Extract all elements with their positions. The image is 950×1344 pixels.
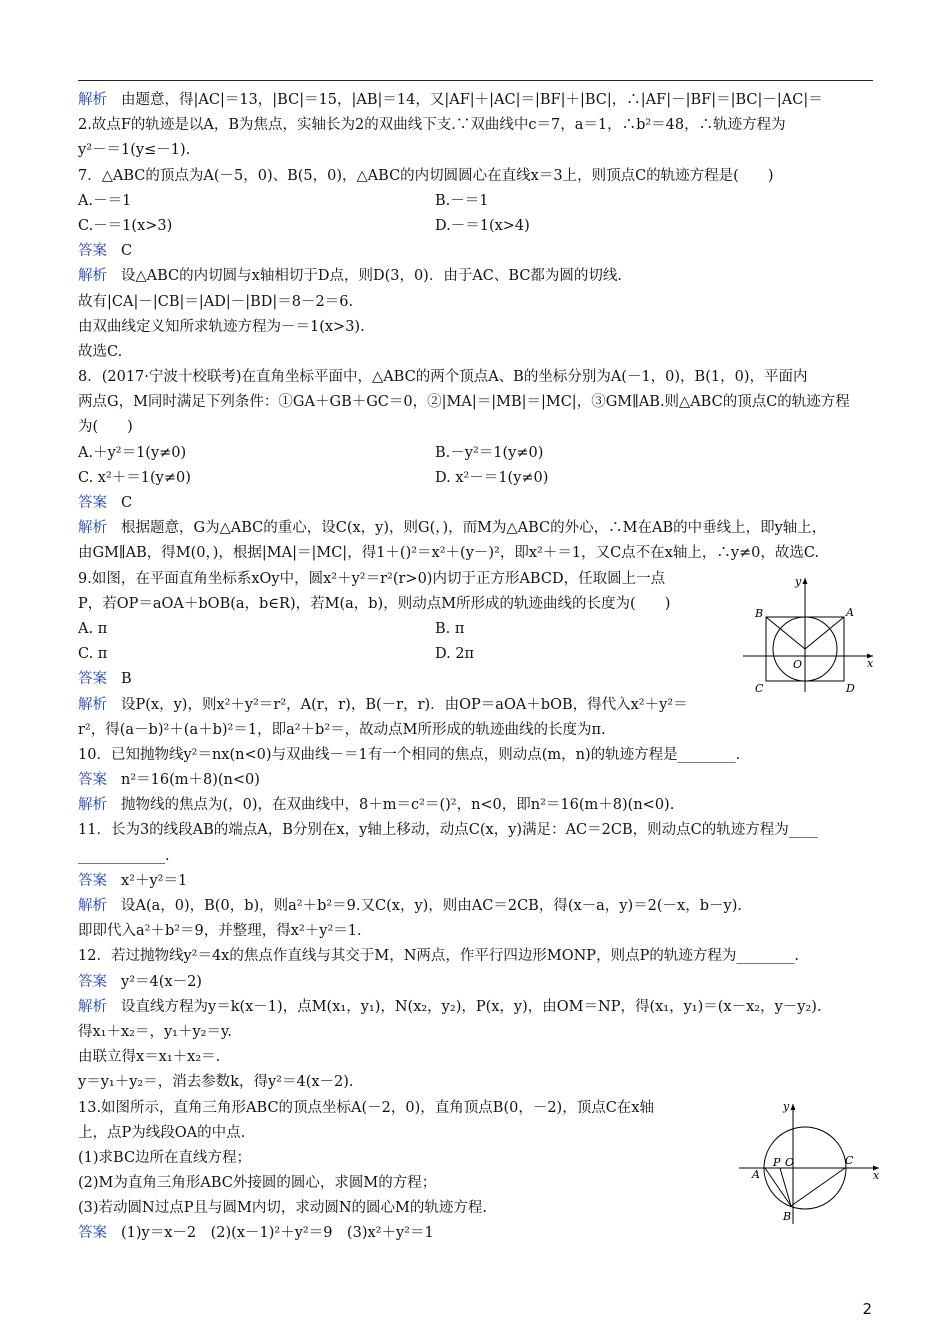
fig13-label-O: O — [785, 1156, 795, 1169]
line-text: (1)求BC边所在直线方程； — [78, 1149, 252, 1166]
line-text: C. x²＋＝1(y≠0) — [78, 469, 191, 486]
line-text: C — [121, 243, 133, 260]
answer-label: 答案 — [78, 872, 107, 889]
text-line — [78, 113, 874, 138]
text-line — [78, 1096, 728, 1121]
text-line — [78, 441, 874, 466]
line-text: y＝y₁＋y₂＝，消去参数k，得y²＝4(x－2). — [78, 1074, 354, 1091]
fig13-label-y: y — [783, 1100, 790, 1113]
line-text: 13.如图所示，直角三角形ABC的顶点坐标A(－2，0)，直角顶点B(0，－2)，顶点C在x轴 — [78, 1099, 654, 1116]
line-text: 上，点P为线段OA的中点. — [78, 1124, 246, 1141]
line-text: 故有|CA|－|CB|＝|AD|－|BD|＝8－2＝6. — [78, 293, 354, 310]
line-text: 两点G，M同时满足下列条件：①GA＋GB＋GC＝0，②|MA|＝|MB|＝|MC|，③GM∥AB.则△ABC的顶点C的轨迹方程 — [78, 394, 850, 411]
answer-label: 答案 — [78, 1225, 107, 1242]
line-text: 8．(2017·宁波十校联考)在直角坐标平面中，△ABC的两个顶点A、B的坐标分别为A(－1，0)，B(1，0)，平面内 — [78, 369, 808, 386]
analysis-label: 解析 — [78, 268, 107, 285]
text-line — [78, 390, 874, 415]
text-line — [78, 844, 874, 869]
answer-label: 答案 — [78, 973, 107, 990]
answer-label: 答案 — [78, 671, 107, 688]
option-right: B.－＝1 — [435, 192, 489, 209]
line-text: 设直线方程为y＝k(x－1)，点M(x₁，y₁)，N(x₂，y₂)，P(x，y)，由OM＝NP，得(x₁，y₁)＝(x－x₂，y－y₂). — [121, 998, 822, 1015]
answer-label: 答案 — [78, 243, 107, 260]
line-text: 12．若过抛物线y²＝4x的焦点作直线与其交于M，N两点，作平行四边形MONP，则点P的轨迹方程为________. — [78, 948, 799, 965]
text-line — [78, 718, 728, 743]
text-line — [78, 693, 728, 718]
analysis-label: 解析 — [78, 998, 107, 1015]
option-right: D.－＝1(x>4) — [435, 217, 530, 234]
text-line — [78, 793, 874, 818]
text-line — [78, 516, 874, 541]
text-line — [78, 290, 874, 315]
option-right: D. 2π — [435, 646, 475, 663]
text-line — [78, 491, 874, 516]
line-text: 由GM∥AB，得M(0，)，根据|MA|＝|MC|，得1＋()²＝x²＋(y－)²，即x²＋＝1，又C点不在x轴上，∴y≠0，故选C. — [78, 545, 820, 562]
text-line — [78, 88, 874, 113]
text-line — [78, 340, 874, 365]
text-line — [78, 138, 874, 163]
text-line — [78, 466, 874, 491]
text-line — [78, 214, 874, 239]
line-text: (1)y＝x－2 (2)(x－1)²＋y²＝9 (3)x²＋y²＝1 — [121, 1225, 434, 1242]
line-text: (3)若动圆N过点P且与圆M内切，求动圆N的圆心M的轨迹方程. — [78, 1200, 487, 1217]
fig13-label-B: B — [783, 1210, 792, 1223]
text-line — [78, 541, 874, 566]
text-line — [78, 743, 874, 768]
page-number: 2 — [862, 1300, 872, 1318]
fig9-label-O: O — [793, 658, 803, 671]
line-text: B — [121, 671, 132, 688]
line-text: 7．△ABC的顶点为A(－5，0)、B(5，0)，△ABC的内切圆圆心在直线x＝3上，则顶点C的轨迹方程是( ) — [78, 167, 774, 184]
fig13-label-C: C — [845, 1154, 854, 1167]
text-line — [78, 315, 874, 340]
line-text: C.－＝1(x>3) — [78, 217, 173, 234]
line-text: 设△ABC的内切圆与x轴相切于D点，则D(3，0)．由于AC、BC都为圆的切线. — [121, 268, 623, 285]
line-text: P，若OP＝aOA＋bOB(a，b∈R)，若M(a，b)，则动点M所形成的轨迹曲线的长度为( ) — [78, 595, 671, 612]
option-right: B. π — [435, 620, 465, 637]
fig9-label-C: C — [755, 682, 764, 695]
text-line — [78, 1045, 874, 1070]
text-line — [78, 818, 874, 843]
figure-problem-9 — [735, 572, 880, 697]
text-line — [78, 164, 874, 189]
figure-problem-13 — [735, 1098, 885, 1228]
line-text: 为( ) — [78, 419, 133, 436]
line-text: 故选C. — [78, 343, 123, 360]
line-text: 抛物线的焦点为(，0)，在双曲线中，8＋m＝c²＝()²，n<0，即n²＝16(m＋8)(n<0). — [121, 797, 675, 814]
text-line — [78, 970, 874, 995]
line-text: x²＋y²＝1 — [121, 872, 188, 889]
line-text: r²，得(a－b)²＋(a＋b)²＝1，即a²＋b²＝，故动点M所形成的轨迹曲线的长度为π. — [78, 721, 606, 738]
text-line — [78, 944, 874, 969]
analysis-label: 解析 — [78, 696, 107, 713]
line-text: A.－＝1 — [78, 192, 132, 209]
line-text: 设P(x，y)，则x²＋y²＝r²，A(r，r)，B(－r，r)．由OP＝aOA＋bOB，得代入x²＋y²＝ — [121, 696, 688, 713]
line-text: y²－＝1(y≤－1). — [78, 142, 191, 159]
text-line — [78, 768, 874, 793]
line-text: 根据题意，G为△ABC的重心，设C(x，y)，则G(，)，而M为△ABC的外心，∴M在AB的中垂线上，即y轴上， — [121, 520, 827, 537]
line-text: y²＝4(x－2) — [121, 973, 202, 990]
text-line — [78, 1171, 728, 1196]
text-line — [78, 894, 874, 919]
answer-label: 答案 — [78, 495, 107, 511]
line-text: 得x₁＋x₂＝，y₁＋y₂＝y. — [78, 1023, 232, 1040]
analysis-label: 解析 — [78, 898, 107, 914]
header-rule — [78, 80, 873, 81]
text-line — [78, 264, 874, 289]
text-line — [78, 995, 874, 1020]
text-line — [78, 1070, 874, 1095]
fig9-label-x: x — [867, 657, 874, 670]
analysis-label: 解析 — [78, 520, 107, 537]
answer-label: 答案 — [78, 772, 107, 789]
line-text: 由联立得x＝x₁＋x₂＝. — [78, 1049, 221, 1066]
text-line — [78, 1146, 728, 1171]
line-text: C. π — [78, 646, 108, 663]
line-text: 即即代入a²＋b²＝9，并整理，得x²＋y²＝1. — [78, 923, 362, 940]
line-text: 11．长为3的线段AB的端点A，B分别在x，y轴上移动，动点C(x，y)满足：AC＝2CB，则动点C的轨迹方程为____ — [78, 822, 818, 839]
fig13-label-A: A — [752, 1168, 760, 1181]
text-line — [78, 365, 874, 390]
line-text: A. π — [78, 620, 108, 637]
fig13-label-x: x — [873, 1169, 880, 1182]
line-text: ____________. — [78, 847, 170, 864]
line-text: n²＝16(m＋8)(n<0) — [121, 772, 260, 789]
line-text: 9.如图，在平面直角坐标系xOy中，圆x²＋y²＝r²(r>0)内切于正方形ABCD，任取圆上一点 — [78, 570, 666, 587]
line-text: (2)M为直角三角形ABC外接圆的圆心，求圆M的方程； — [78, 1175, 437, 1192]
analysis-label: 解析 — [78, 797, 107, 814]
text-line — [78, 239, 874, 264]
text-line — [78, 1196, 728, 1221]
fig13-label-P: P — [773, 1156, 781, 1169]
option-right: B.－y²＝1(y≠0) — [435, 444, 544, 461]
line-text: 由双曲线定义知所求轨迹方程为－＝1(x>3). — [78, 318, 365, 335]
text-line — [78, 869, 874, 894]
text-line — [78, 1020, 874, 1045]
fig9-label-D: D — [846, 682, 855, 695]
text-line — [78, 567, 728, 592]
line-text: 10．已知抛物线y²＝nx(n<0)与双曲线－＝1有一个相同的焦点，则动点(m，n)的轨迹方程是________. — [78, 746, 741, 763]
line-text: 2.故点F的轨迹是以A，B为焦点，实轴长为2的双曲线下支.∵双曲线中c＝7，a＝1，∴b²＝48，∴轨迹方程为 — [78, 117, 786, 134]
analysis-label: 解析 — [78, 92, 107, 108]
line-text: A.＋y²＝1(y≠0) — [78, 444, 187, 461]
text-line — [78, 415, 874, 440]
option-right: D. x²－＝1(y≠0) — [435, 469, 549, 486]
text-line — [78, 919, 874, 944]
fig9-label-A: A — [846, 606, 854, 619]
text-line — [78, 189, 874, 214]
fig9-label-B: B — [755, 607, 764, 620]
fig9-label-y: y — [795, 575, 802, 588]
text-line — [78, 592, 728, 617]
text-line — [78, 1121, 728, 1146]
line-text: 由题意，得|AC|＝13，|BC|＝15，|AB|＝14，又|AF|＋|AC|＝|BF|＋|BC|，∴|AF|－|BF|＝|BC|－|AC|＝ — [121, 92, 823, 108]
line-text: 设A(a，0)，B(0，b)，则a²＋b²＝9.又C(x，y)，则由AC＝2CB，得(x－a，y)＝2(－x，b－y). — [121, 898, 742, 914]
line-text: C — [121, 495, 133, 511]
